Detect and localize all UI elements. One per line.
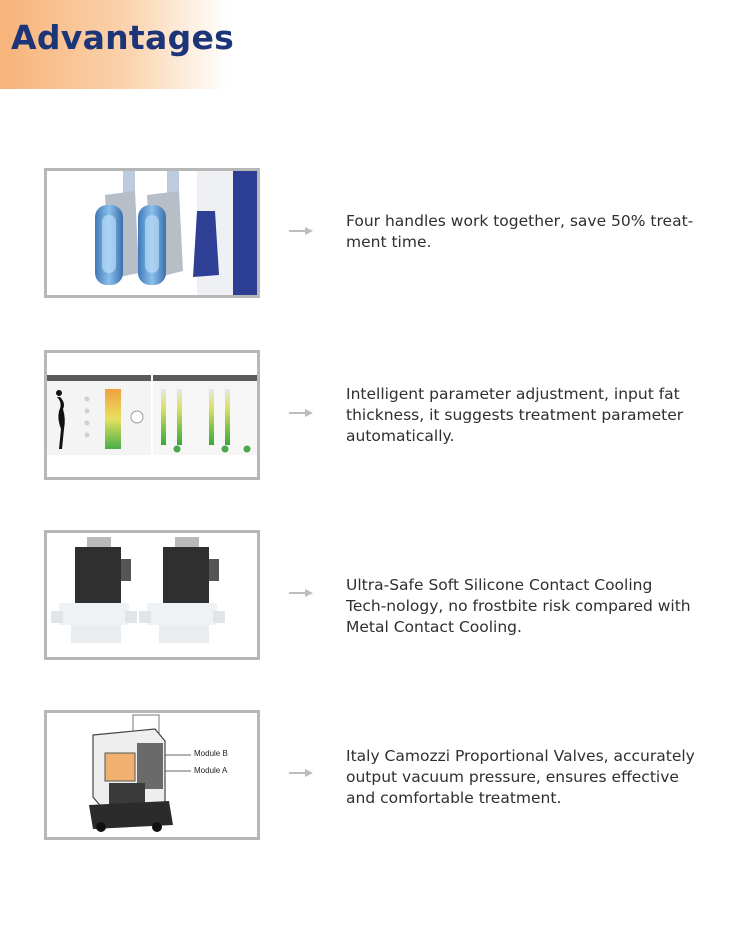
solenoid-valves-image	[44, 530, 260, 660]
feature-row	[0, 350, 750, 480]
feature-row	[0, 168, 750, 298]
dual-cryo-handles-image	[44, 168, 260, 298]
feature-description: Italy Camozzi Proportional Valves, accurately output vacuum pressure, ensures effective and comfortable treatment.	[346, 747, 695, 807]
feature-description: Four handles work together, save 50% treat-ment time.	[346, 212, 694, 251]
feature-row	[0, 710, 750, 840]
page-title: Advantages	[11, 18, 235, 57]
module-b-label: Module B	[194, 749, 228, 758]
control-screen-image	[44, 350, 260, 480]
feature-description: Intelligent parameter adjustment, input fat thickness, it suggests treatment parameter automatically.	[346, 385, 684, 445]
arrow-right-icon	[289, 768, 313, 778]
arrow-right-icon	[289, 408, 313, 418]
feature-row	[0, 530, 750, 660]
internal-modules-image	[44, 710, 260, 840]
feature-description: Ultra-Safe Soft Silicone Contact Cooling Tech-nology, no frostbite risk compared with Metal Contact Cooling.	[346, 576, 691, 636]
arrow-right-icon	[289, 588, 313, 598]
arrow-right-icon	[289, 226, 313, 236]
module-a-label: Module A	[194, 766, 228, 775]
